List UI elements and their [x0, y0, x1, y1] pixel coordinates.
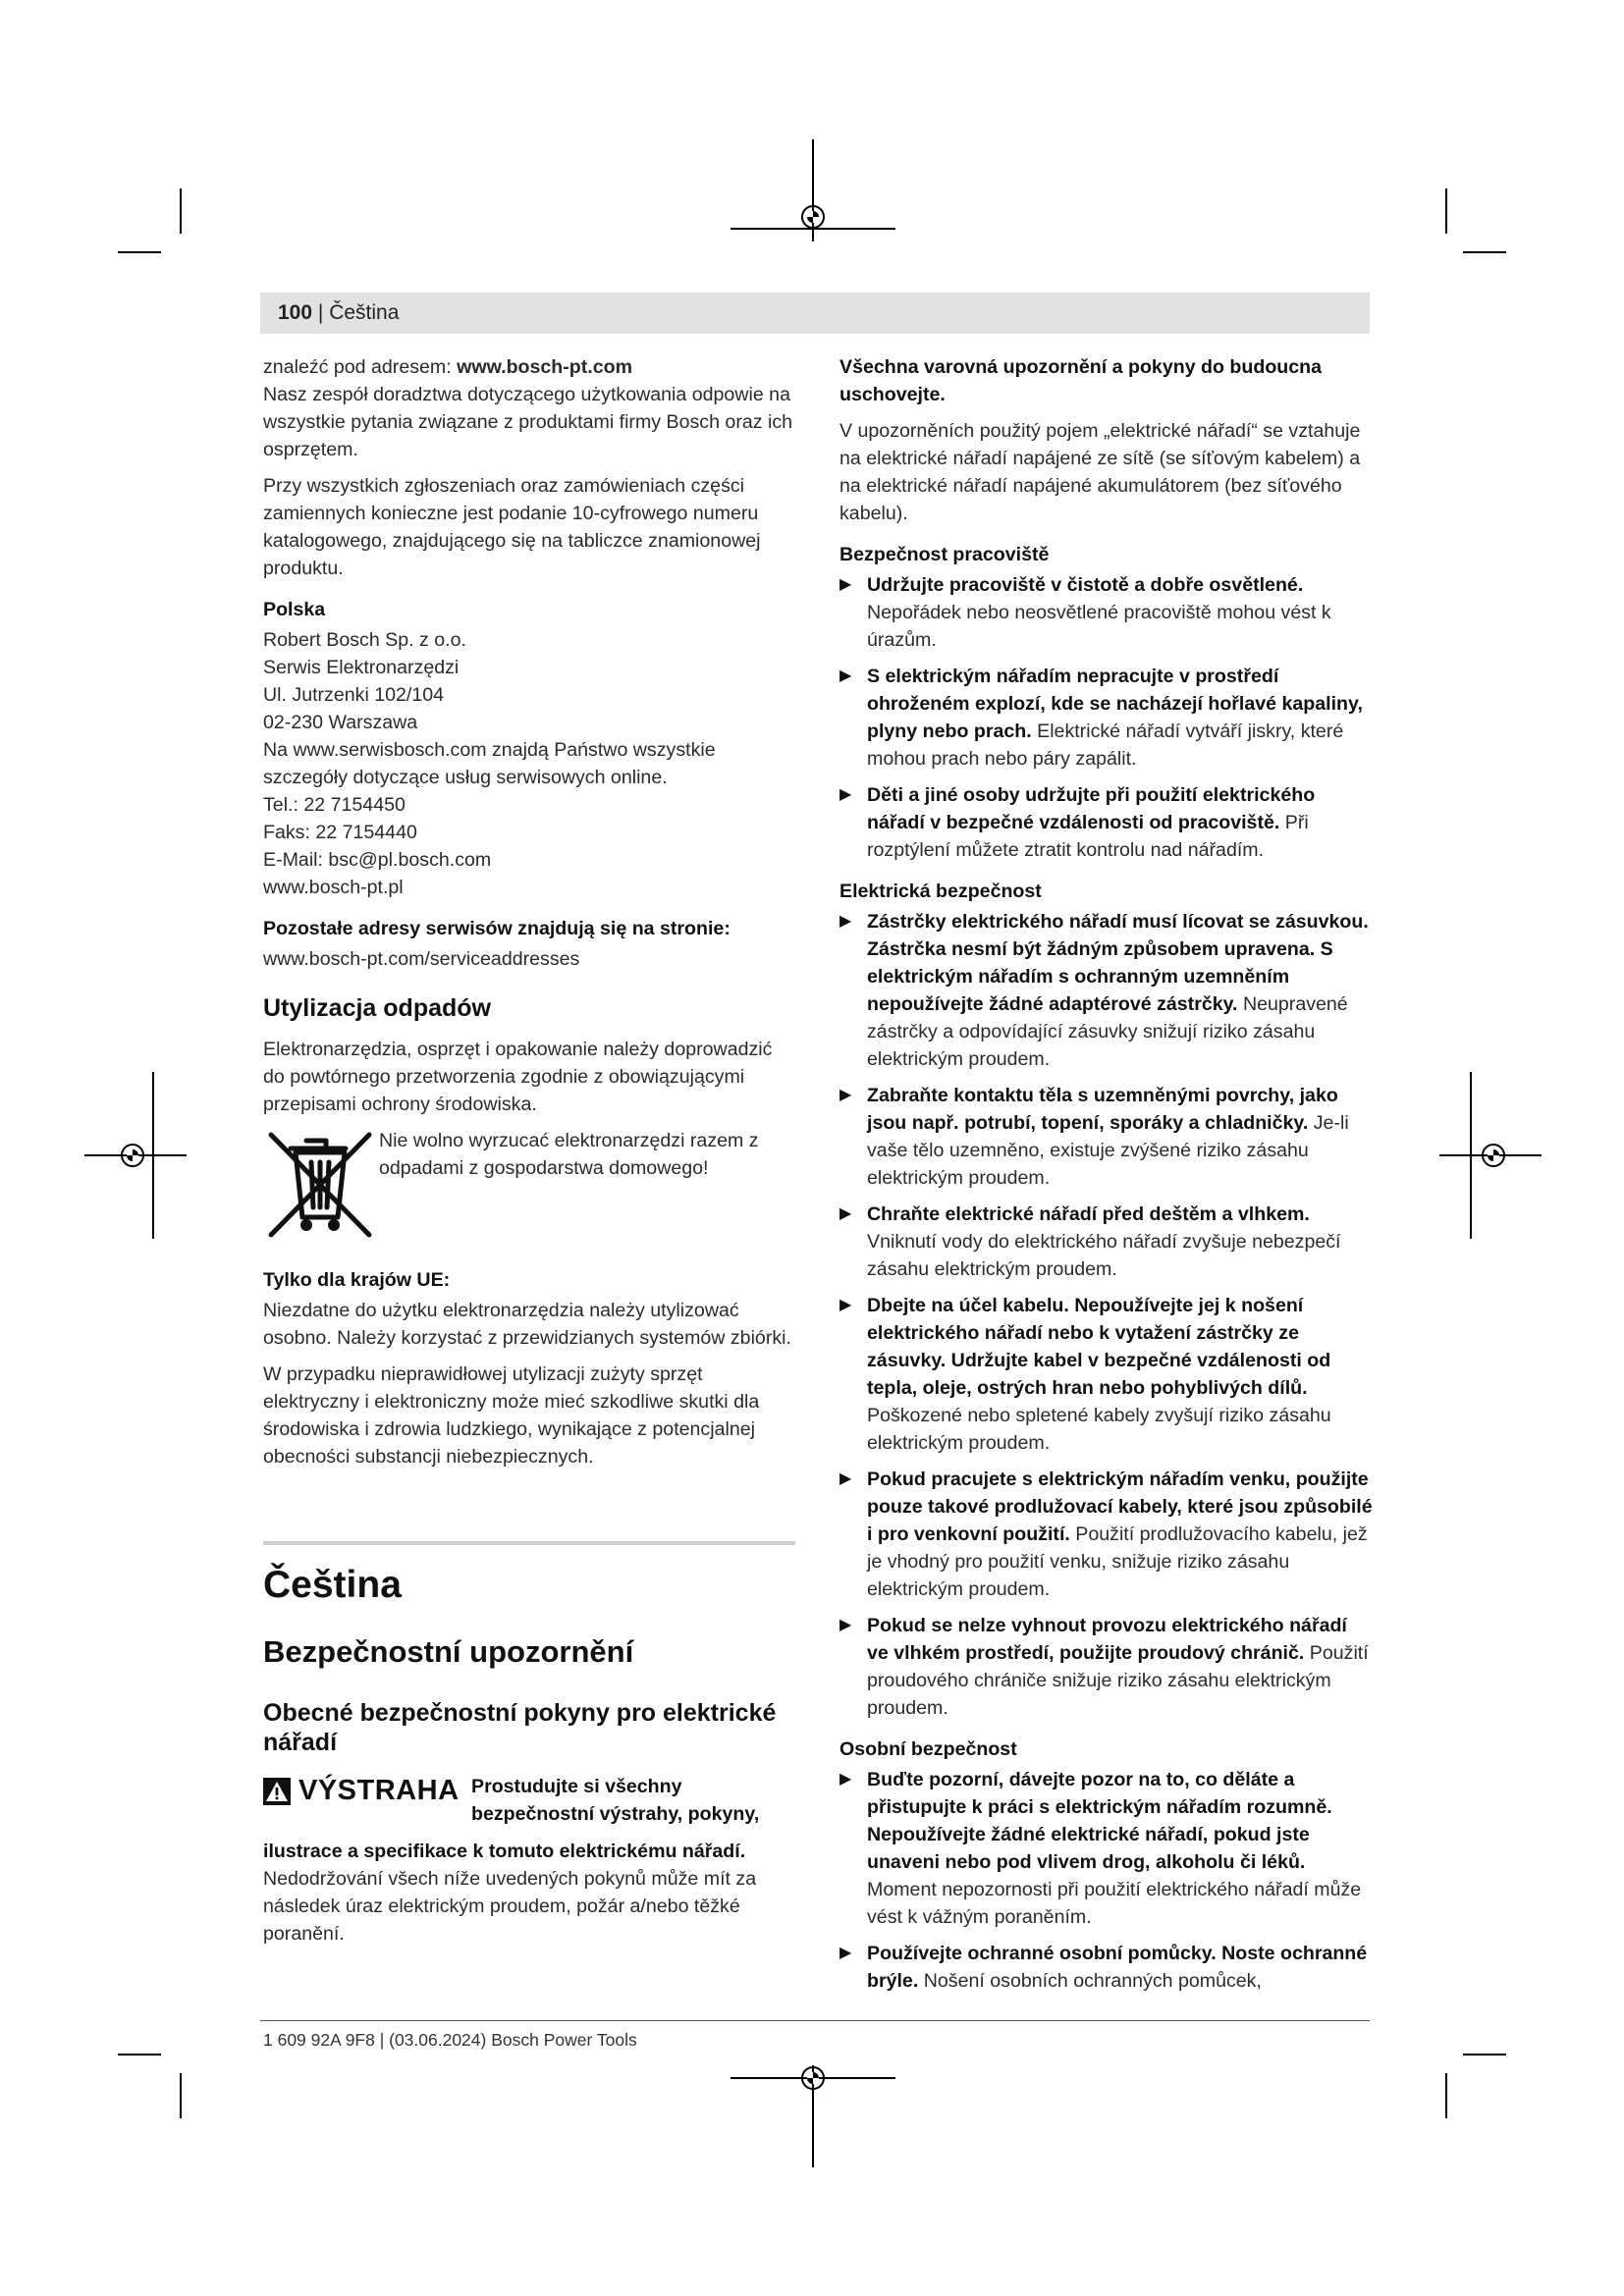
service-intro-prefix: znaleźć pod adresem:: [263, 356, 458, 378]
address-line: Na www.serwisbosch.com znajdą Państwo wszystkie szczegóły dotyczące usług serwisowych online.: [263, 739, 716, 788]
address-line: Serwis Elektronarzędzi: [263, 657, 460, 678]
crop-mark-bottom-left-v: [180, 2073, 182, 2118]
right-column: [839, 353, 1373, 2003]
page-number: 100: [278, 301, 313, 324]
other-addresses-heading: Pozostałe adresy serwisów znajdują się na stronie:: [263, 918, 731, 939]
address-website: www.bosch-pt.pl: [263, 877, 404, 898]
crop-mark-bottom-right-v: [1445, 2073, 1447, 2118]
other-addresses-url: www.bosch-pt.com/serviceaddresses: [263, 948, 580, 970]
header-text: [278, 301, 399, 325]
address-fax: Faks: 22 7154440: [263, 822, 417, 843]
crossed-bin-icon: [263, 1127, 379, 1243]
weee-block: [263, 1127, 795, 1253]
warning-continuation: ilustrace a specifikace k tomuto elektrickému nářadí.: [263, 1841, 746, 1862]
power-tool-term: V upozorněních použitý pojem „elektrické nářadí“ se vztahuje na elektrické nářadí napájené ze sítě (se síťovým kabelem) a na elektrické nářadí napájené akumulátorem (bez síťového kabelu).: [839, 420, 1361, 524]
crop-mark-top-left-v: [180, 188, 182, 234]
registration-mark-top: [801, 205, 825, 229]
list-item: ▶ Zástrčky elektrického nářadí musí lícovat se zásuvkou. Zástrčka nesmí být žádným způsobem upravena. S elektrickým nářadím s ochranným uzemněním nepoužívejte žádné adaptérové zástrčky. Neupravené zástrčky a odpovídající zásuvky snižují riziko zásahu elektrickým proudem.: [839, 908, 1373, 1073]
warning-block: [263, 1773, 795, 1838]
warning-triangle-icon: [263, 1778, 291, 1805]
eu-text-improper: W przypadku nieprawidłowej utylizacji zużyty sprzęt elektryczny i elektroniczny może mieć szkodliwe skutki dla środowiska i zdrowia ludzkiego, wynikające z potencjalnej obecności substancji niebezpiecznych.: [263, 1363, 760, 1468]
list-item: ▶ Chraňte elektrické nářadí před deštěm a vlhkem. Vniknutí vody do elektrického nářadí zvyšuje nebezpečí zásahu elektrickým proudem.: [839, 1201, 1373, 1283]
safety-heading: Bezpečnostní upozornění: [263, 1634, 634, 1669]
disposal-heading: Utylizacja odpadów: [263, 994, 491, 1022]
crop-mark-top-right-h: [1463, 251, 1506, 253]
work-area-list: [839, 571, 1373, 864]
work-area-heading: Bezpečnost pracoviště: [839, 544, 1050, 565]
section-divider: [263, 1541, 795, 1545]
parts-order-text: Przy wszystkich zgłoszeniach oraz zamówieniach części zamiennych konieczne jest podanie 10-cyfrowego numeru katalogowego, znajdującego się na tabliczce znamionowej produktu.: [263, 475, 761, 579]
keep-instructions: Všechna varovná upozornění a pokyny do budoucna uschovejte.: [839, 356, 1323, 405]
footer-text: 1 609 92A 9F8 | (03.06.2024) Bosch Power Tools: [263, 2030, 637, 2050]
list-item: ▶ Udržujte pracoviště v čistotě a dobře osvětlené. Nepořádek nebo neosvětlené pracoviště mohou vést k úrazům.: [839, 571, 1373, 654]
footer-rule: [260, 2020, 1370, 2021]
header-language: Čeština: [329, 301, 400, 324]
list-item: ▶ Pokud se nelze vyhnout provozu elektrického nářadí ve vlhkém prostředí, použijte proudový chránič. Použití proudového chrániče snižuje riziko zásahu elektrickým proudem.: [839, 1612, 1373, 1722]
registration-mark-left: [121, 1144, 144, 1167]
service-url: www.bosch-pt.com: [457, 356, 633, 378]
list-item: ▶ Používejte ochranné osobní pomůcky. Noste ochranné brýle. Nošení osobních ochranných pomůcek,: [839, 1940, 1373, 1995]
crop-mark-top-left-h: [118, 251, 161, 253]
poland-heading: Polska: [263, 599, 326, 620]
electrical-safety-list: [839, 908, 1373, 1722]
address-line: Ul. Jutrzenki 102/104: [263, 684, 445, 706]
warning-label: [263, 1775, 460, 1807]
list-item: ▶ Dbejte na účel kabelu. Nepoužívejte jej k nošení elektrického nářadí nebo k vytažení zástrčky ze zásuvky. Udržujte kabel v bezpečné vzdálenosti od tepla, oleje, ostrých hran nebo pohyblivých dílů. Poškozené nebo spletené kabely zvyšují riziko zásahu elektrickým proudem.: [839, 1292, 1373, 1457]
registration-mark-right: [1482, 1144, 1505, 1167]
address-email: E-Mail: bsc@pl.bosch.com: [263, 849, 492, 871]
page-header: [260, 293, 1370, 334]
general-safety-heading: Obecné bezpečnostní pokyny pro elektrické nářadí: [263, 1699, 777, 1756]
left-column: [263, 353, 795, 1956]
service-intro-rest: Nasz zespół doradztwa dotyczącego użytkowania odpowie na wszystkie pytania związane z produktami firmy Bosch oraz ich osprzętem.: [263, 384, 793, 460]
registration-line-left-v: [152, 1072, 154, 1239]
list-item: ▶ S elektrickým nářadím nepracujte v prostředí ohroženém explozí, kde se nacházejí hořlavé kapaliny, plyny nebo prach. Elektrické nářadí vytváří jiskry, které mohou prach nebo páry zapálit.: [839, 663, 1373, 773]
warning-text: Nedodržování všech níže uvedených pokynů může mít za následek úraz elektrickým proudem, požár a/nebo těžké poranění.: [263, 1868, 757, 1945]
list-item: ▶ Děti a jiné osoby udržujte při použití elektrického nářadí v bezpečné vzdálenosti od pracoviště. Při rozptýlení můžete ztratit kontrolu nad nářadím.: [839, 781, 1373, 864]
personal-safety-heading: Osobní bezpečnost: [839, 1738, 1017, 1760]
weee-text: Nie wolno wyrzucać elektronarzędzi razem z odpadami z gospodarstwa domowego!: [379, 1130, 759, 1179]
crop-mark-bottom-right-h: [1463, 2054, 1506, 2056]
eu-text-separate: Niezdatne do użytku elektronarzędzia należy utylizować osobno. Należy korzystać z przewidzianych systemów zbiórki.: [263, 1300, 791, 1349]
list-item: ▶ Buďte pozorní, dávejte pozor na to, co děláte a přistupujte k práci s elektrickým nářadím rozumně. Nepoužívejte žádné elektrické nářadí, pokud jste unaveni nebo pod vlivem drog, alkoholu či léků. Moment nepozornosti při použití elektrického nářadí může vést k vážným poraněním.: [839, 1766, 1373, 1931]
eu-heading: Tylko dla krajów UE:: [263, 1269, 451, 1291]
electrical-safety-heading: Elektrická bezpečnost: [839, 881, 1042, 902]
crop-mark-top-right-v: [1445, 188, 1447, 234]
warning-lead: Prostudujte si všechny bezpečnostní výstrahy, pokyny,: [471, 1776, 760, 1825]
disposal-text: Elektronarzędzia, osprzęt i opakowanie należy doprowadzić do powtórnego przetworzenia zgodnie z obowiązującymi przepisami ochrony środowiska.: [263, 1039, 773, 1115]
list-item: ▶ Pokud pracujete s elektrickým nářadím venku, použijte pouze takové prodlužovací kabely, které jsou způsobilé i pro venkovní použití. Použití prodlužovacího kabelu, jež je vhodný pro použití venku, snižuje riziko zásahu elektrickým proudem.: [839, 1466, 1373, 1603]
registration-line-right-v: [1470, 1072, 1472, 1239]
poland-address: [263, 626, 795, 901]
address-phone: Tel.: 22 7154450: [263, 794, 406, 816]
address-line: 02-230 Warszawa: [263, 712, 418, 733]
warning-word: VÝSTRAHA: [298, 1775, 460, 1806]
list-item: ▶ Zabraňte kontaktu těla s uzemněnými povrchy, jako jsou např. potrubí, topení, sporáky a chladničky. Je-li vaše tělo uzemněno, existuje zvýšené riziko zásahu elektrickým proudem.: [839, 1082, 1373, 1192]
czech-language-heading: Čeština: [263, 1564, 402, 1606]
registration-mark-bottom: [801, 2066, 825, 2090]
personal-safety-list: [839, 1766, 1373, 1995]
crop-mark-bottom-left-h: [118, 2054, 161, 2056]
address-line: Robert Bosch Sp. z o.o.: [263, 629, 466, 651]
header-separator: |: [317, 301, 324, 324]
service-intro: [263, 353, 795, 463]
